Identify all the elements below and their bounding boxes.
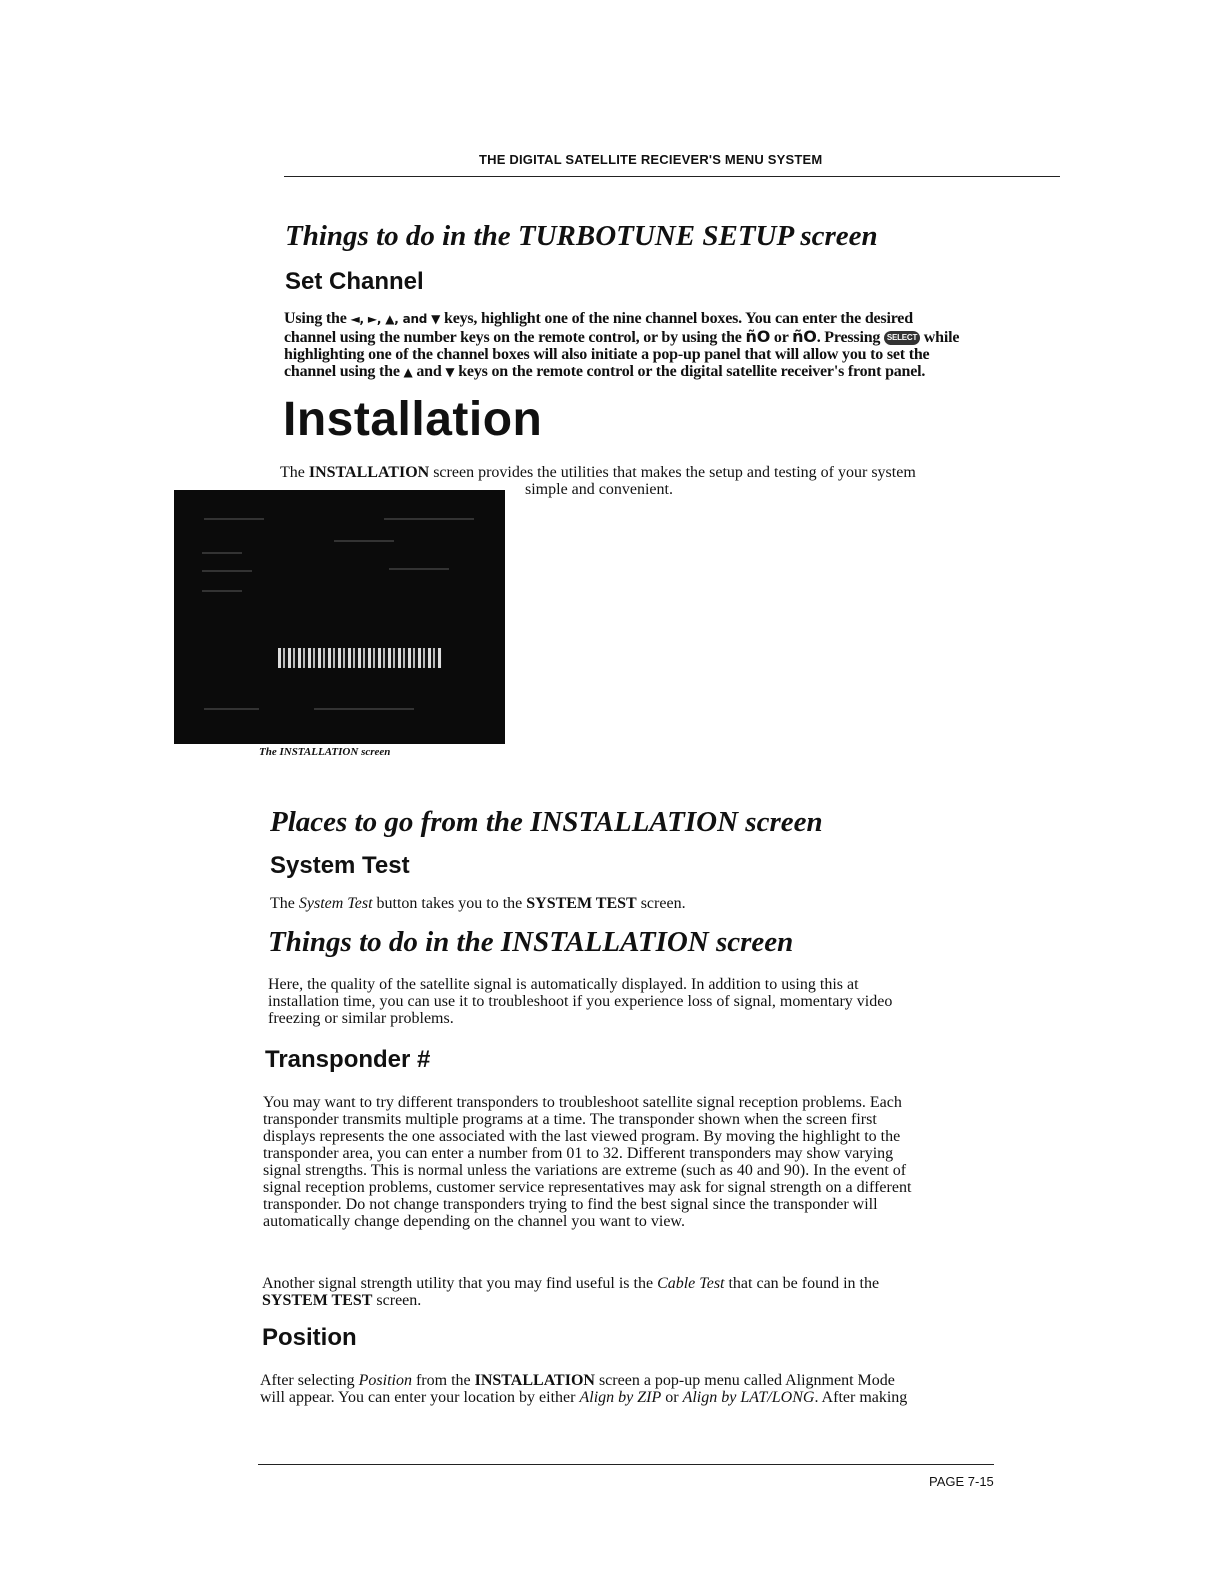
footer-rule [258, 1464, 994, 1465]
cable-test-paragraph: Another signal strength utility that you may find useful is the Cable Test that can be found in the SYSTEM TEST screen. [262, 1275, 880, 1309]
position-paragraph: After selecting Position from the INSTALLATION screen a pop-up menu called Alignment Mode will appear. You can enter your location by either Align by ZIP or Align by LAT/LONG. After making [260, 1372, 908, 1406]
turbotune-section-title: Things to do in the TURBOTUNE SETUP screen [285, 220, 878, 252]
installation-intro: The INSTALLATION screen provides the utilities that makes the setup and testing of your system simple and convenient. [280, 464, 916, 498]
system-test-heading: System Test [270, 852, 410, 879]
places-section-title: Places to go from the INSTALLATION screen [270, 806, 823, 838]
signal-quality-paragraph: Here, the quality of the satellite signal is automatically displayed. In addition to using this at installation time, you can use it to troubleshoot if you experience loss of signal, momentary video freezing or similar problems. [268, 976, 893, 1027]
arrow-keys-icon: ◄, ►, ▲, and ▼ [350, 312, 441, 326]
position-heading: Position [262, 1324, 357, 1351]
set-channel-heading: Set Channel [285, 268, 424, 295]
things-section-title: Things to do in the INSTALLATION screen [268, 926, 794, 958]
installation-screen-image [174, 490, 505, 744]
transponder-heading: Transponder # [265, 1046, 431, 1073]
down-arrow-icon: ▼ [445, 365, 455, 379]
channel-down-key-icon: ñO [792, 327, 817, 346]
signal-strength-bars [278, 648, 442, 668]
image-caption: The INSTALLATION screen [259, 746, 391, 758]
system-test-paragraph: The System Test button takes you to the SYSTEM TEST screen. [270, 895, 686, 912]
installation-title: Installation [283, 393, 543, 446]
page-number: PAGE 7-15 [929, 1474, 994, 1489]
header-rule [284, 176, 1060, 177]
channel-up-key-icon: ñO [745, 327, 771, 346]
select-button-icon: SELECT [884, 331, 920, 345]
up-arrow-icon: ▲ [403, 365, 413, 379]
running-header: THE DIGITAL SATELLITE RECIEVER'S MENU SYSTEM [479, 152, 823, 167]
set-channel-paragraph: Using the ◄, ►, ▲, and ▼ keys, highlight one of the nine channel boxes. You can enter the desired channel using the number keys on the remote control, or by using the ñO or ñO. Pressing SELECT while highlighting one of the channel boxes will also initiate a pop-up panel that will allow you to set the channel using the ▲ and ▼ keys on the remote control or the digital satellite receiver's front panel. [284, 310, 960, 380]
transponder-paragraph: You may want to try different transponders to troubleshoot satellite signal reception problems. Each transponder transmits multiple programs at a time. The transponder shown when the screen first displays represents the one associated with the last viewed program. By moving the highlight to the transponder area, you can enter a number from 01 to 32. Different transponders may show varying signal strengths. This is normal unless the variations are extreme (such as 40 and 90). In the event of signal reception problems, customer service representatives may ask for signal strength on a different transponder. Do not change transponders trying to find the best signal since the transponder will automatically change depending on the channel you want to view. [263, 1094, 912, 1230]
